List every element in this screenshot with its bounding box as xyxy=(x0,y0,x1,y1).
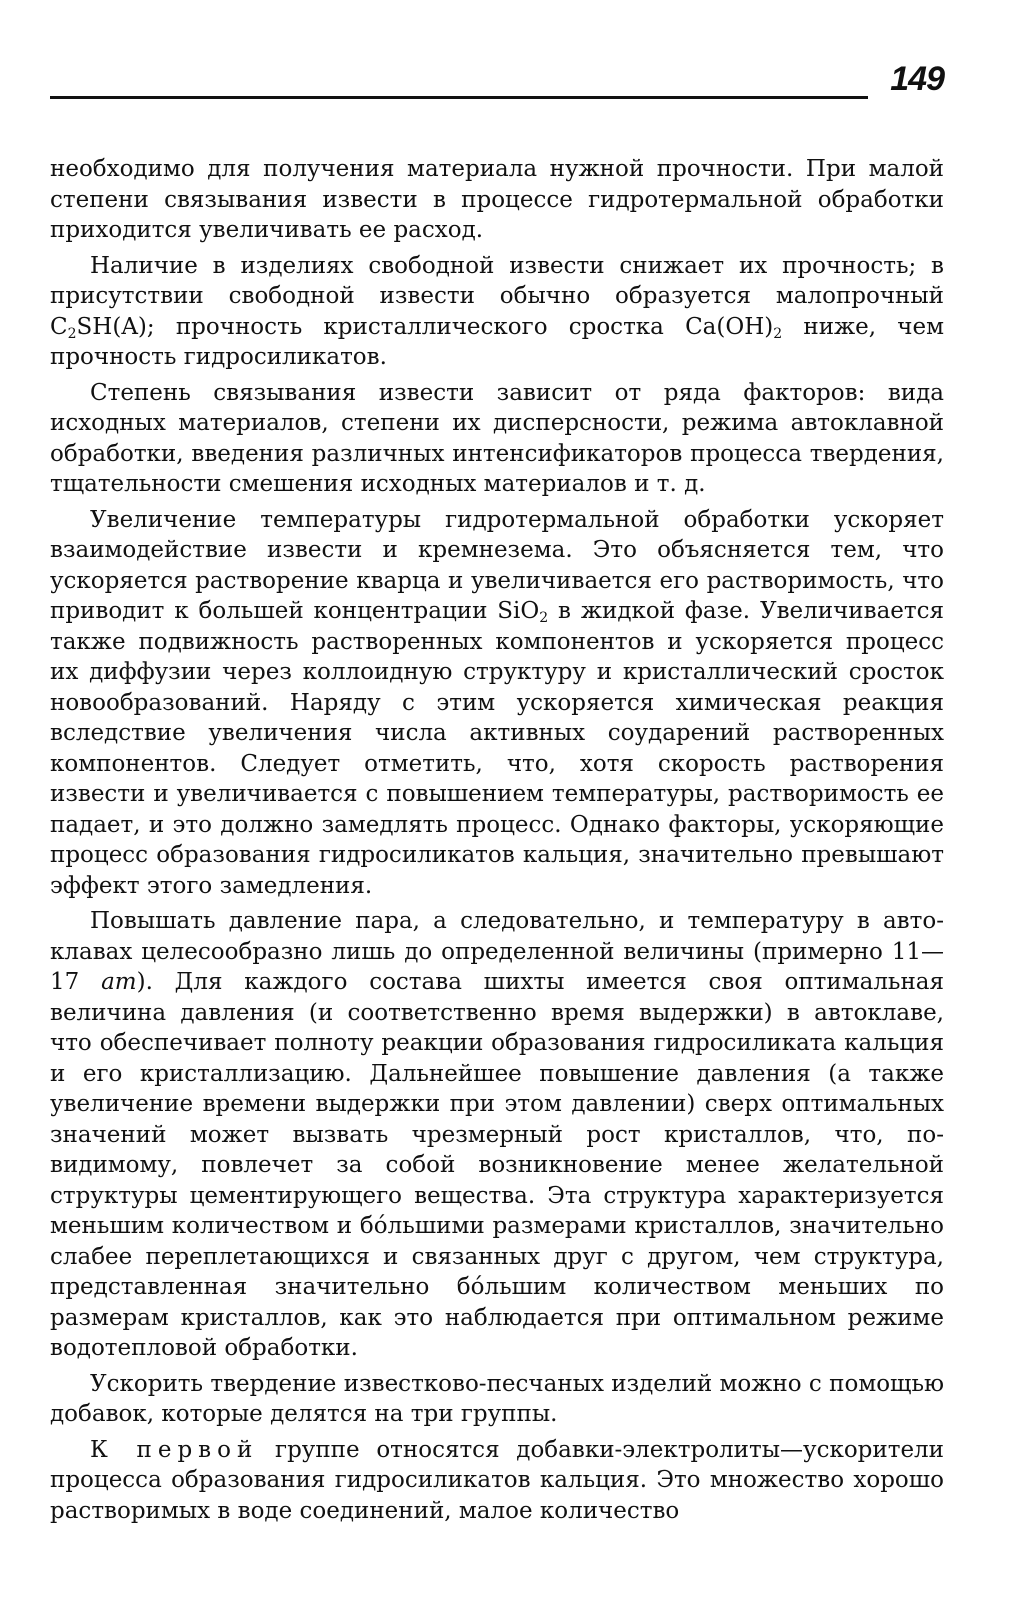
paragraph-2-text-c: ниже, чем прочность гидросиликатов. xyxy=(50,313,944,370)
paragraph-4-text-a: Увеличение температуры гидротермальной обработки ускоряет взаимодействие извести и кремнезема. Это объясняется тем, что ускоряется растворение кварца и увеличивается его растворимость, что приводит к большей концентрации SiO xyxy=(50,506,944,624)
paragraph-7 xyxy=(50,1435,944,1527)
paragraph-7-text: группе относятся добавки-электролиты—ускорители процесса образования гидросиликатов кальция. Это множество хорошо растворимых в воде соединений, малое количество xyxy=(50,1436,944,1524)
page-number: 149 xyxy=(890,60,944,98)
paragraph-2-text-a: Наличие в изделиях свободной извести снижает их прочность; в присутствии свободной извести обычно образуется малопрочный C xyxy=(50,252,944,340)
paragraph-4-text-b: в жидкой фазе. Увеличивается также подвижность растворенных компонентов и ускоряется процесс их диффузии через коллоидную структуру и кристаллический сросток новообразований. Наряду с этим ускоряется химическая реакция вследствие увеличения числа активных соударений растворенных компонентов. Следует отметить, что, хотя скорость растворения извести и увеличивается с повышением температуры, растворимость ее падает, и это должно замедлять процесс. Однако факторы, ускоряющие процесс образования гидросиликатов кальция, значительно превышают эффект этого замедления. xyxy=(50,598,945,899)
paragraph-5-text-b: ). Для каждого состава шихты имеется своя оптимальная величина давления (и соответственно время выдержки) в автоклаве, что обеспечивает полноту реакции образования гидросиликата кальция и его кристаллизацию. Дальнейшее повышение давления (а также увеличение времени выдержки при этом давлении) сверх оптимальных значений может вызвать чрезмерный рост кристаллов, что, по-видимому, повлечет за собой возникновение менее желательной структуры цементирующего вещества. Эта структура характеризуется меньшим количеством и бóльшими размерами кристаллов, значительно слабее переплетающихся и связанных друг с другом, чем структура, представленная значительно бóльшим количеством меньших по размерам кристаллов, как это наблюдается при оптимальном режиме водотепловой обработки. xyxy=(50,969,945,1361)
paragraph-1-text: необходимо для получения материала нужной прочности. При малой степени связывания извести в процессе гидротермальной обработки приходится увеличивать ее расход. xyxy=(50,156,944,243)
paragraph-4 xyxy=(50,505,944,902)
subscript-2: 2 xyxy=(67,325,77,342)
paragraph-6-text: Ускорить твердение известково-песчаных изделий можно с помощью добавок, которые делятся на три группы. xyxy=(50,1370,944,1427)
page-header xyxy=(50,58,944,104)
paragraph-3-text: Степень связывания извести зависит от ряда факторов: вида исходных материалов, степени их дисперсности, режима автоклавной обработки, введения различных интенсификаторов процесса твердения, тщательности смешения исходных материалов и т. д. xyxy=(50,379,944,497)
subscript-2: 2 xyxy=(539,610,549,626)
spaced-emphasis: К первой xyxy=(90,1436,259,1463)
paragraph-2 xyxy=(50,251,944,373)
book-page xyxy=(50,58,944,1531)
paragraph-6 xyxy=(50,1369,944,1430)
unit-at: ат xyxy=(101,969,137,995)
paragraph-3 xyxy=(50,378,944,500)
paragraph-5-text-a: Повышать давление пара, а следовательно, и температуру в автоклавах целесообразно лишь до определенной величины (примерно 11—17 xyxy=(50,908,944,995)
paragraph-2-text-b: SH(A); прочность кристаллического сростка Ca(OH) xyxy=(76,313,774,340)
paragraph-5 xyxy=(50,906,944,1364)
header-rule xyxy=(50,96,868,99)
body-text xyxy=(50,154,944,1526)
paragraph-1 xyxy=(50,154,944,246)
subscript-2: 2 xyxy=(773,325,783,342)
